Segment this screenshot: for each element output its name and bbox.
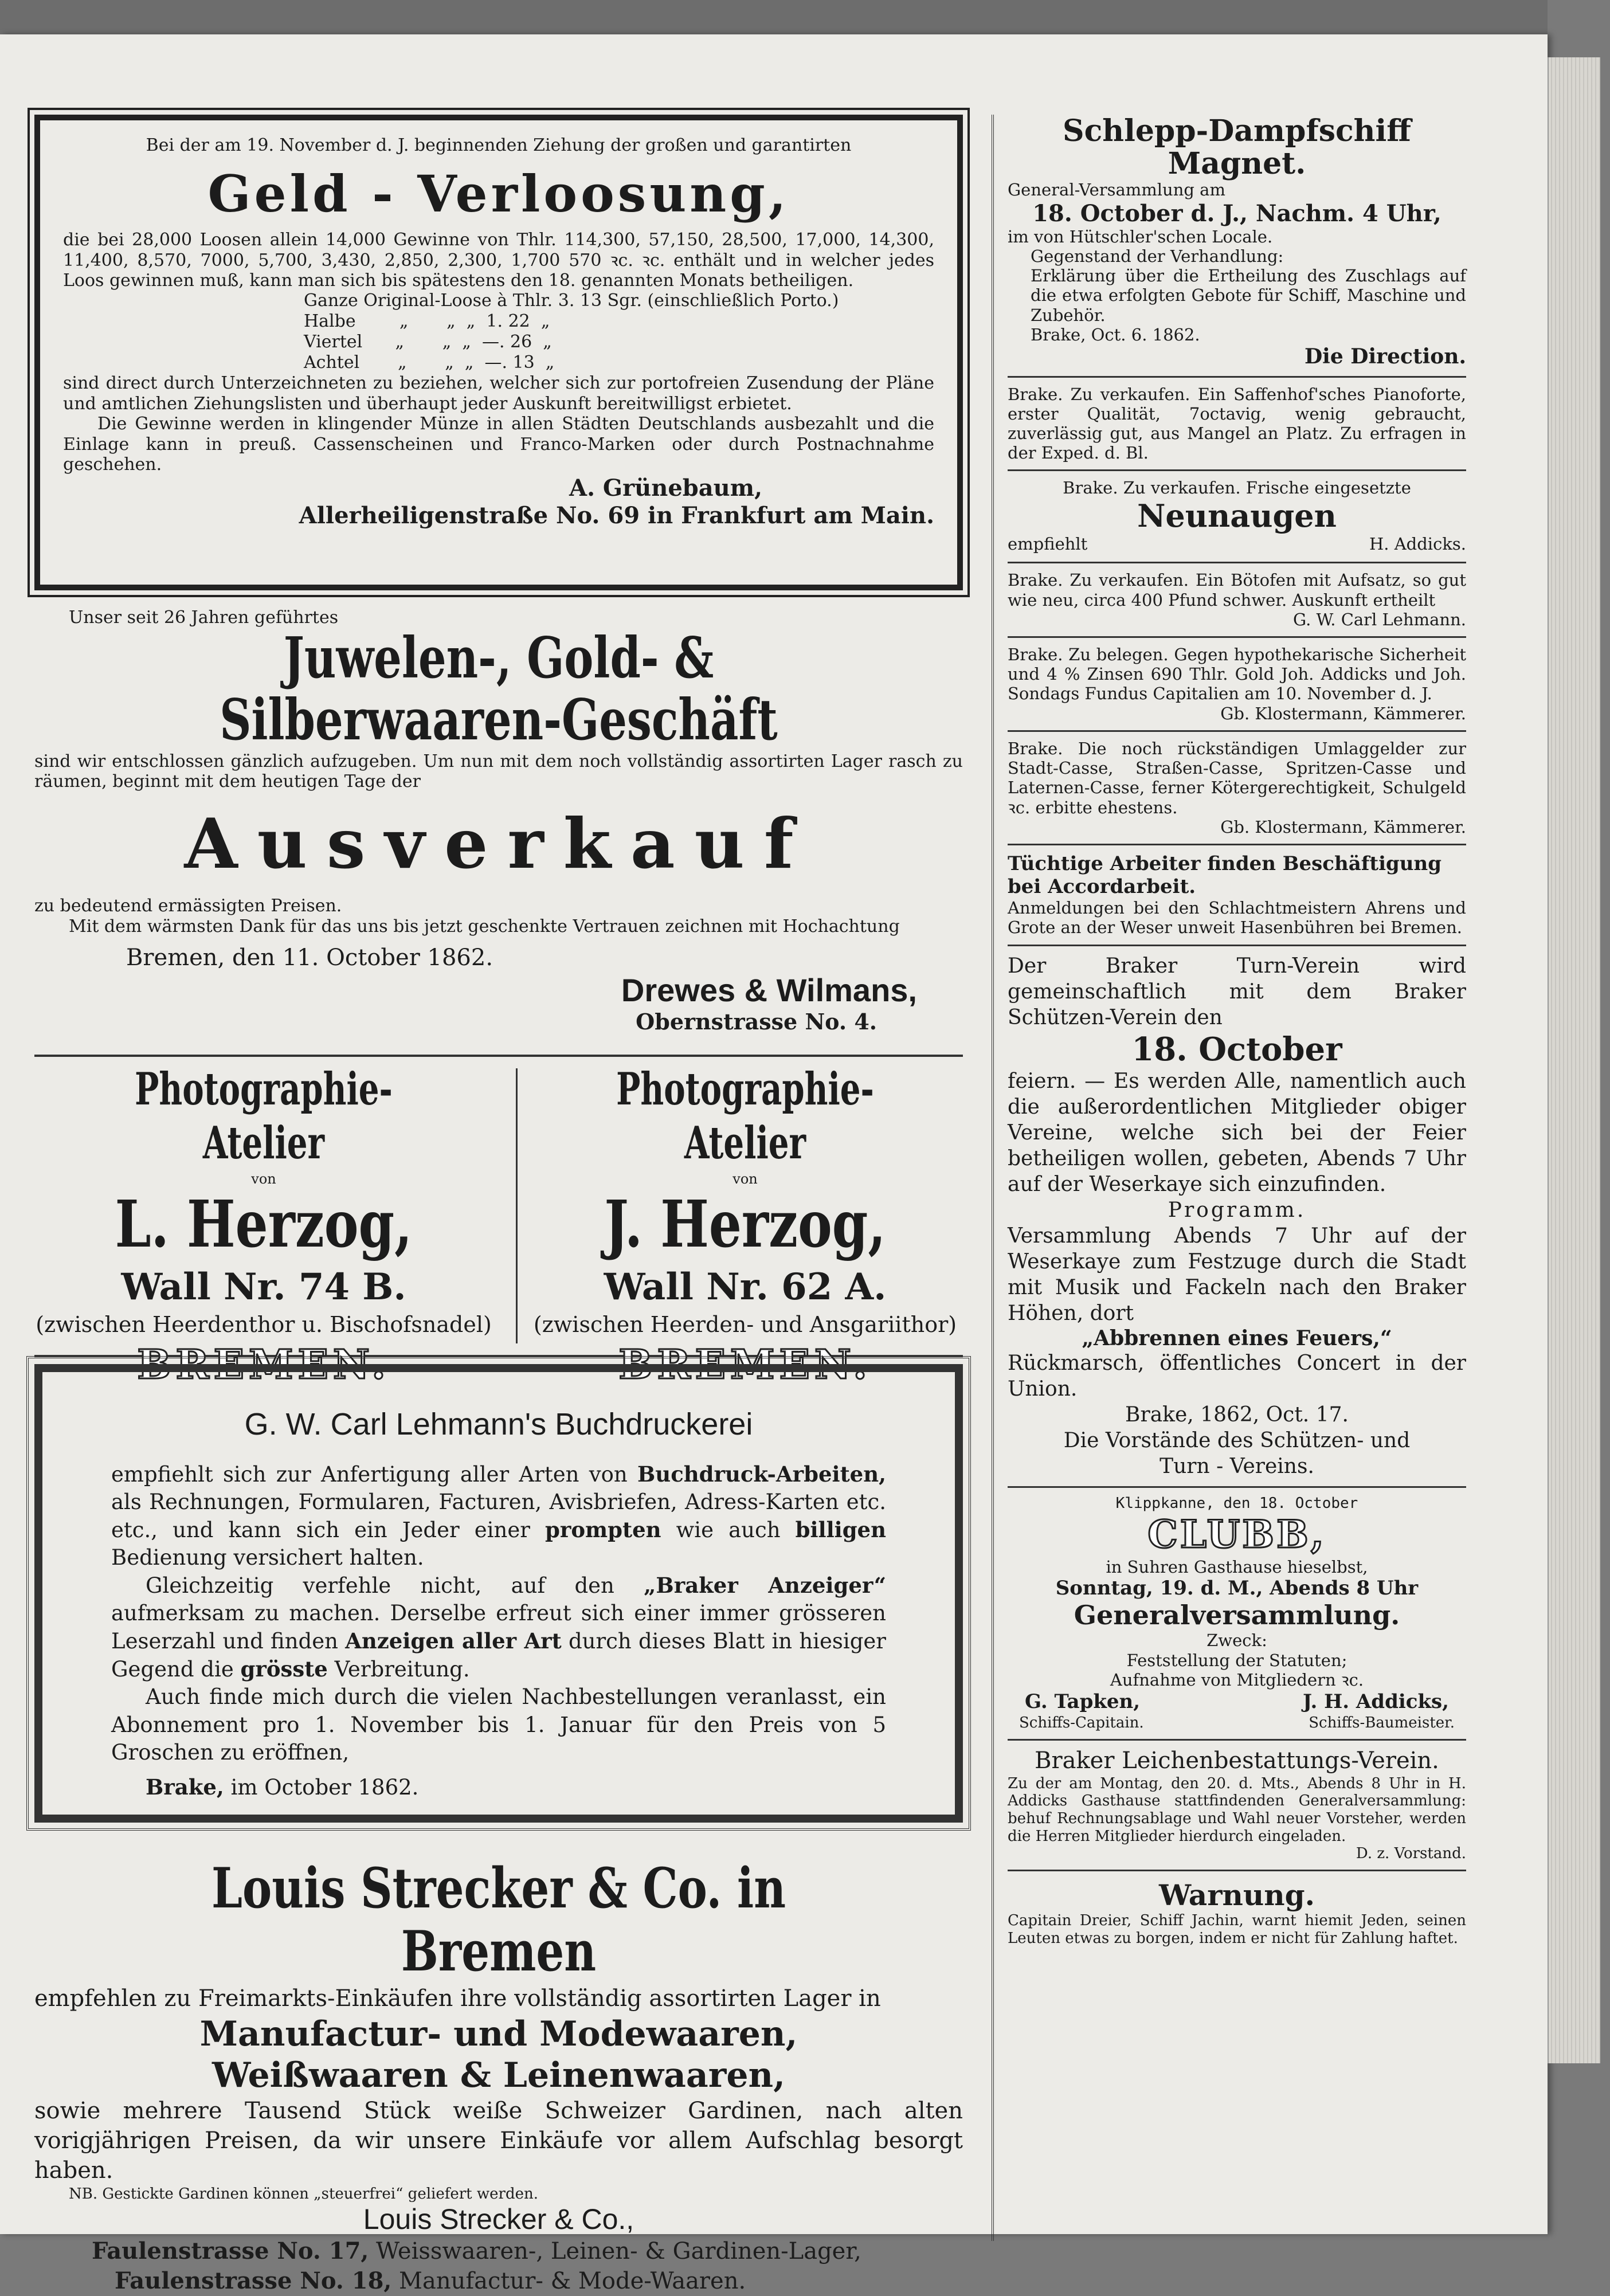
photo-right-city: BREMEN.: [618, 1340, 872, 1388]
jewel-body: sind wir entschlossen gänzlich aufzugeben. Um nun mit dem noch vollständig assortirten Lager rasch zu räumen, beginnt mit dem heutigen Tage der: [34, 751, 963, 792]
print-p1: [111, 1460, 886, 1572]
text: Schiffs-Baumeister.: [1309, 1714, 1455, 1732]
text-bold: billigen: [795, 1517, 886, 1542]
prog-date: Brake, 1862, Oct. 17.: [1125, 1403, 1349, 1427]
text: empfiehlt: [1008, 534, 1088, 554]
separator: [1008, 562, 1466, 563]
magnet-l3: im von Hütschler'schen Locale.: [1008, 226, 1273, 246]
separator: [1008, 945, 1466, 946]
text: aufmerksam zu machen. Derselbe erfreut sich einer immer grösseren Leserzahl und finden: [111, 1601, 886, 1654]
leich-sig: D. z. Vorstand.: [1356, 1845, 1466, 1863]
magnet-l5: Erklärung über die Ertheilung des Zuschlags auf die etwa erfolgten Gebote für Schiff, Maschine und Zubehör.: [1031, 266, 1466, 325]
text-bold: grösste: [240, 1656, 328, 1682]
jewel-addr: Obernstrasse No. 4.: [636, 1009, 877, 1035]
strecker-nb: NB. Gestickte Gardinen können „steuerfrei“ geliefert werden.: [69, 2185, 538, 2203]
club-title: CLUBB,: [1147, 1511, 1326, 1557]
ad-photography: [34, 1055, 963, 1388]
photo-left-title: Photographie-Atelier: [135, 1063, 393, 1169]
text-bold: prompten: [544, 1517, 661, 1542]
club-sigs: [1008, 1690, 1466, 1714]
text: im October 1862.: [224, 1774, 419, 1800]
lottery-body2: sind direct durch Unterzeichneten zu beziehen, welcher sich zur portofreien Zusendung der Pläne und amtlichen Ziehungslisten und überhaupt jeder Auskunft bereitwilligst erbietet.: [63, 373, 934, 414]
photo-right-title: Photographie-Atelier: [616, 1063, 874, 1169]
neun-l1: Brake. Zu verkaufen. Frische eingesetzte: [1063, 478, 1411, 498]
hyp-sig: Gb. Klostermann, Kämmerer.: [1220, 703, 1466, 723]
club-l2: in Suhren Gasthause hieselbst,: [1106, 1557, 1368, 1577]
separator: [1008, 844, 1466, 845]
lottery-body3: Die Gewinne werden in klingender Münze in allen Städten Deutschlands ausbezahlt und die Einlage kann in preuß. Cassenscheinen und Franco-Marken oder durch Postnachnahme geschehen.: [63, 414, 934, 475]
text-bold: Faulenstrasse No. 18,: [115, 2267, 392, 2295]
photo-left: [34, 1063, 493, 1388]
text: Bedienung versichert halten.: [111, 1545, 424, 1570]
jewel-firm: Drewes & Wilmans,: [621, 972, 917, 1009]
photo-left-von: von: [251, 1171, 276, 1188]
prog-sig2: Turn - Vereins.: [1159, 1455, 1314, 1479]
text: H. Addicks.: [1369, 534, 1466, 554]
ad-jewelry: [34, 608, 963, 1035]
uml-sig: Gb. Klostermann, Kämmerer.: [1220, 817, 1466, 837]
book-page-edges: [1548, 57, 1600, 2063]
ad-piano: Brake. Zu verkaufen. Ein Saffenhof'sches Pianoforte, erster Qualität, 7octavig, wenig gebraucht, zuverlässig gut, aus Mangel an Platz. Zu erfragen in der Exped. d. Bl.: [1008, 384, 1466, 463]
print-p2: [111, 1572, 886, 1683]
text: als Rechnungen, Formularen, Facturen, Avisbriefen, Adress-Karten etc. etc., und kann sich ein Jeder einer: [111, 1489, 886, 1542]
jewel-ausverkauf: Ausverkauf: [184, 803, 813, 884]
price-line: Halbe „ „ „ 1. 22 „: [304, 311, 550, 332]
print-sig: [146, 1773, 886, 1801]
ad-uml: Brake. Die noch rückständigen Umlaggelder zur Stadt-Casse, Straßen-Casse, Spritzen-Casse und Laternen-Casse, ferner Kötergerechtigkeit, Schulgeld ꝛc. erbitte ehestens.: [1008, 738, 1466, 817]
prog-body: Versammlung Abends 7 Uhr auf der Weserkaye zum Festzuge durch die Stadt mit Musik und Fackeln nach den Braker Höhen, dort: [1008, 1224, 1466, 1325]
ad-strecker: [34, 1857, 963, 2296]
photo-right-wall: Wall Nr. 62 A.: [604, 1265, 887, 1308]
magnet-sig: Die Direction.: [1304, 344, 1466, 369]
separator: [1008, 376, 1466, 378]
jewel-body3: Mit dem wärmsten Dank für das uns bis jetzt geschenkte Vertrauen zeichnen mit Hochachtung: [69, 916, 900, 937]
photo-right-von: von: [732, 1171, 758, 1188]
lottery-prices: [304, 291, 934, 373]
neun-row: [1008, 534, 1466, 555]
jewel-intro: Unser seit 26 Jahren geführtes: [69, 608, 339, 628]
photo-left-city: BREMEN.: [137, 1340, 390, 1388]
price-line: Viertel „ „ „ —. 26 „: [304, 332, 552, 352]
magnet-l4: Gegenstand der Verhandlung:: [1031, 246, 1284, 266]
jewel-title: Juwelen-, Gold- & Silberwaaren-Geschäft: [220, 625, 778, 754]
turn-l2: feiern. — Es werden Alle, namentlich auch die außerordentlichen Mitglieder obiger Vereine, welche sich bei der Feier betheiligen wollen, gebeten, Abends 7 Uhr auf der Weserkaye sich einzufinden.: [1008, 1069, 1466, 1196]
ad-hyp: Brake. Zu belegen. Gegen hypothekarische Sicherheit und 4 % Zinsen 690 Thlr. Gold Joh. Addicks und Joh. Sondags Fundus Capitalien am 10. November d. J.: [1008, 644, 1466, 704]
separator: [1008, 1486, 1466, 1488]
lottery-title: Geld - Verloosung,: [207, 164, 790, 224]
magnet-l2: 18. October d. J., Nachm. 4 Uhr,: [1032, 199, 1441, 227]
text: Gleichzeitig verfehle nicht, auf den: [146, 1573, 644, 1598]
prog-body2: Rückmarsch, öffentliches Concert in der Union.: [1008, 1351, 1466, 1401]
text-bold: Brake,: [146, 1774, 224, 1800]
strecker-l4: sowie mehrere Tausend Stück weiße Schweizer Gardinen, nach alten vorigjährigen Preisen, da wir unsere Einkäufe vor allem Aufschlag besorgt haben.: [34, 2097, 963, 2184]
warn-title: Warnung.: [1159, 1878, 1315, 1912]
separator: [1008, 469, 1466, 471]
text: wie auch: [661, 1517, 796, 1542]
lottery-sig-addr: Allerheiligenstraße No. 69 in Frankfurt am Main.: [299, 501, 934, 529]
print-title: G. W. Carl Lehmann's Buchdruckerei: [244, 1407, 753, 1441]
text: Weisswaaren-, Leinen- & Gardinen-Lager,: [369, 2238, 861, 2265]
club-l6: Feststellung der Statuten;: [1126, 1650, 1347, 1670]
scan-top-edge: [0, 0, 1548, 34]
ad-boot: Brake. Zu verkaufen. Ein Bötofen mit Aufsatz, so gut wie neu, circa 400 Pfund schwer. Auskunft ertheilt: [1008, 570, 1466, 610]
strecker-l1: empfehlen zu Freimarkts-Einkäufen ihre vollständig assortirten Lager in: [34, 1985, 881, 2012]
page-content: [23, 113, 1542, 2295]
photo-left-name: L. Herzog,: [115, 1187, 413, 1263]
prog-fire: „Abbrennen eines Feuers,“: [1082, 1326, 1392, 1350]
turn-l1: Der Braker Turn-Verein wird gemeinschaftlich mit dem Braker Schützen-Verein den: [1008, 954, 1466, 1029]
price-line: Achtel „ „ „ —. 13 „: [304, 352, 555, 373]
strecker-firm: Louis Strecker & Co.,: [363, 2203, 634, 2236]
photo-right-name: J. Herzog,: [604, 1187, 886, 1263]
ad-lottery: [34, 115, 963, 590]
text: J. H. Addicks,: [1303, 1690, 1449, 1713]
separator: [1008, 730, 1466, 732]
separator: [1008, 1870, 1466, 1871]
leich-body: Zu der am Montag, den 20. d. Mts., Abends 8 Uhr in H. Addicks Gasthause stattfindenden Generalversammlung: behuf Rechnungsablage und Wahl neuer Vorsteher, werden die Herren Mitglieder hierdurch eingeladen.: [1008, 1774, 1466, 1845]
strecker-l3: Weißwaaren & Leinenwaaren,: [211, 2055, 786, 2095]
print-p3: Auch finde mich durch die vielen Nachbestellungen veranlasst, ein Abonnement pro 1. November bis 1. Januar für den Preis von 5 Groschen zu eröffnen,: [111, 1684, 886, 1765]
text-bold: Anzeigen aller Art: [345, 1628, 562, 1654]
club-l5: Zweck:: [1206, 1631, 1267, 1651]
photo-left-wall: Wall Nr. 74 B.: [121, 1265, 406, 1308]
text-bold: „Braker Anzeiger“: [644, 1573, 886, 1598]
text: G. Tapken,: [1025, 1690, 1141, 1713]
lottery-intro: Bei der am 19. November d. J. beginnenden Ziehung der großen und garantirten: [146, 135, 852, 155]
leich-title: Braker Leichenbestattungs-Verein.: [1035, 1748, 1439, 1774]
text-bold: Buchdruck-Arbeiten,: [637, 1461, 886, 1487]
separator: [1008, 1739, 1466, 1741]
club-l3: Sonntag, 19. d. M., Abends 8 Uhr: [1055, 1576, 1419, 1600]
left-column: [23, 115, 974, 2295]
turn-date: 18. October: [1131, 1030, 1342, 1068]
lottery-body: die bei 28,000 Loosen allein 14,000 Gewinne von Thlr. 114,300, 57,150, 28,500, 17,000, 14,300, 11,400, 8,570, 7000, 5,700, 3,430, 2,850, 2,300, 1,700 570 ꝛc. ꝛc. enthält und in welcher jedes Loos gewinnen muß, kann man sich bis spätestens den 18. genannten Monats betheiligen.: [63, 230, 934, 291]
arb-title: Tüchtige Arbeiter finden Beschäftigung bei Accordarbeit.: [1008, 852, 1441, 899]
strecker-title: Louis Strecker & Co. in Bremen: [211, 1856, 786, 1984]
arb-body: Anmeldungen bei den Schlachtmeistern Ahrens und Grote an der Weser unweit Hasenbühren bei Bremen.: [1008, 898, 1466, 938]
right-column: [992, 115, 1466, 2241]
club-l7: Aufnahme von Mitgliedern ꝛc.: [1110, 1670, 1364, 1690]
photo-right: [516, 1063, 974, 1388]
neun-title: Neunaugen: [1137, 497, 1337, 534]
text-bold: Faulenstrasse No. 17,: [92, 2238, 369, 2265]
price-line: Ganze Original-Loose à Thlr. 3. 13 Sgr. (einschließlich Porto.): [304, 291, 839, 311]
strecker-addr1: [92, 2236, 963, 2266]
club-l4: Generalversammlung.: [1074, 1600, 1400, 1631]
photo-left-addr: (zwischen Heerdenthor u. Bischofsnadel): [36, 1311, 492, 1337]
prog-title: Programm.: [1168, 1198, 1306, 1222]
lottery-sig-name: A. Grünebaum,: [569, 475, 762, 502]
text: empfiehlt sich zur Anfertigung aller Arten von: [111, 1462, 638, 1487]
jewel-date: Bremen, den 11. October 1862.: [126, 945, 493, 971]
text: Verbreitung.: [327, 1657, 470, 1682]
separator: [1008, 636, 1466, 638]
warn-body: Capitain Dreier, Schiff Jachin, warnt hiemit Jeden, seinen Leuten etwas zu borgen, indem er nicht für Zahlung haftet.: [1008, 1911, 1466, 1947]
club-sig-roles: [1008, 1714, 1466, 1732]
magnet-l1: General-Versammlung am: [1008, 180, 1225, 200]
magnet-date: Brake, Oct. 6. 1862.: [1031, 324, 1200, 344]
newspaper-page: [0, 34, 1548, 2295]
text: Manufactur- & Mode-Waaren.: [391, 2268, 746, 2295]
ad-print-shop: [34, 1364, 963, 1823]
text: Schiffs-Capitain.: [1019, 1714, 1144, 1732]
club-l1: Klippkanne, den 18. October: [1115, 1495, 1358, 1513]
photo-right-addr: (zwischen Heerden- und Ansgariithor): [533, 1311, 957, 1337]
jewel-body2: zu bedeutend ermässigten Preisen.: [34, 896, 342, 916]
strecker-l2: Manufactur- und Modewaaren,: [199, 2013, 798, 2054]
magnet-title: Schlepp-Dampfschiff Magnet.: [1063, 113, 1411, 182]
prog-sig1: Die Vorstände des Schützen- und: [1063, 1429, 1411, 1453]
strecker-addr2: [115, 2266, 963, 2296]
boot-sig: G. W. Carl Lehmann.: [1292, 609, 1466, 629]
text: durch dieses Blatt in hiesiger Gegend die: [111, 1629, 886, 1682]
